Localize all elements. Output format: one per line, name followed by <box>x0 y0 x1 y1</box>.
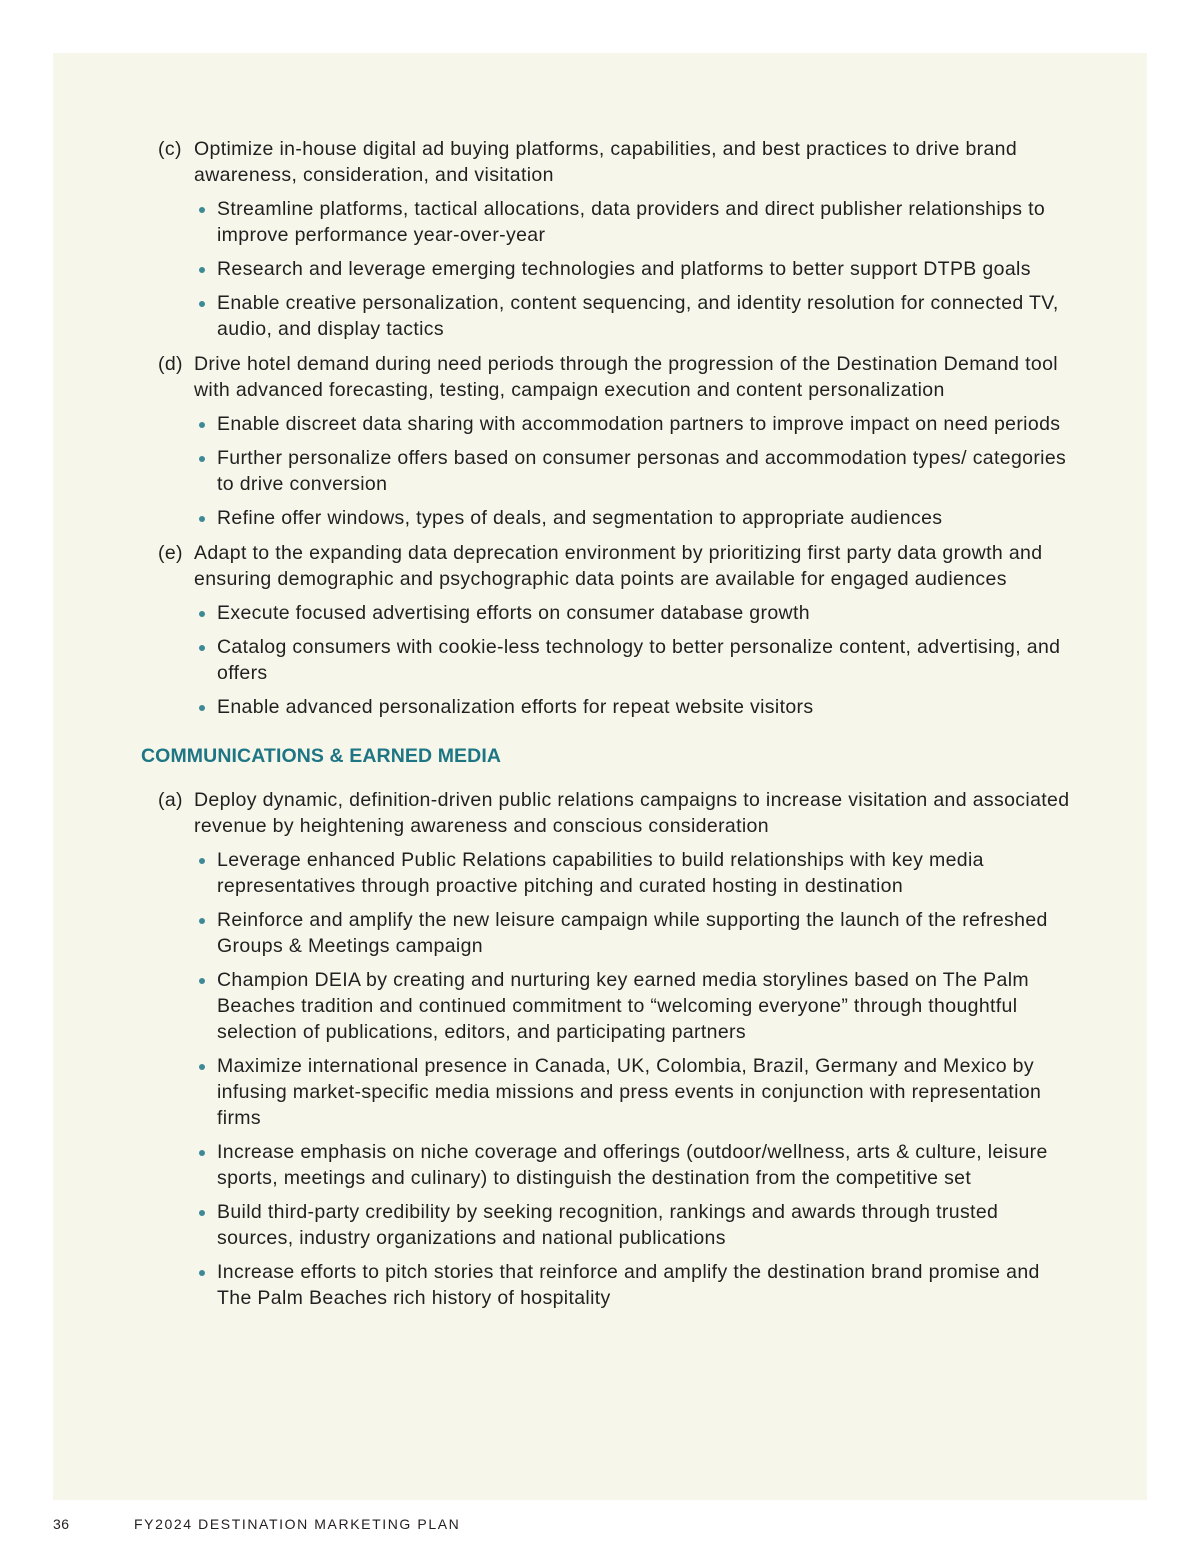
bullet-icon <box>199 516 205 522</box>
list-item <box>194 694 1071 720</box>
bullet-text: Reinforce and amplify the new leisure campaign while supporting the launch of the refreshed Groups & Meetings campaign <box>217 909 1048 957</box>
objective-item-d <box>141 351 1071 531</box>
list-item <box>194 196 1071 248</box>
bullet-list <box>194 411 1071 531</box>
bullet-icon <box>199 1064 205 1070</box>
bullet-icon <box>199 1210 205 1216</box>
item-title: Adapt to the expanding data deprecation environment by prioritizing first party data growth and ensuring demographic and psychographic data points are available for engaged audiences <box>194 542 1043 590</box>
bullet-icon <box>199 456 205 462</box>
page-content <box>141 136 1071 1320</box>
bullet-text: Catalog consumers with cookie-less technology to better personalize content, advertising, and offers <box>217 636 1061 684</box>
bullet-icon <box>199 611 205 617</box>
bullet-text: Enable advanced personalization efforts for repeat website visitors <box>217 696 814 718</box>
bullet-text: Streamline platforms, tactical allocations, data providers and direct publisher relationships to improve performance year-over-year <box>217 198 1046 246</box>
bullet-icon <box>199 301 205 307</box>
list-item <box>194 600 1071 626</box>
bullet-text: Leverage enhanced Public Relations capabilities to build relationships with key media representatives through proactive pitching and curated hosting in destination <box>217 849 984 897</box>
bullet-icon <box>199 1150 205 1156</box>
item-label: (c) <box>158 138 182 160</box>
list-item <box>194 505 1071 531</box>
bullet-text: Champion DEIA by creating and nurturing key earned media storylines based on The Palm Beaches tradition and continued commitment to “welcoming everyone” through thoughtful selection of publications, editors, and participating partners <box>217 969 1029 1043</box>
bullet-icon <box>199 978 205 984</box>
item-title: Drive hotel demand during need periods through the progression of the Destination Demand tool with advanced forecasting, testing, campaign execution and content personalization <box>194 353 1058 401</box>
bullet-text: Increase efforts to pitch stories that reinforce and amplify the destination brand promise and The Palm Beaches rich history of hospitality <box>217 1261 1040 1309</box>
item-label: (a) <box>158 789 183 811</box>
bullet-list <box>194 600 1071 720</box>
bullet-text: Refine offer windows, types of deals, and segmentation to appropriate audiences <box>217 507 943 529</box>
bullet-text: Maximize international presence in Canada, UK, Colombia, Brazil, Germany and Mexico by infusing market-specific media missions and press events in conjunction with representation firms <box>217 1055 1042 1129</box>
item-label: (d) <box>158 353 183 375</box>
page-number: 36 <box>53 1516 70 1532</box>
bullet-text: Build third-party credibility by seeking recognition, rankings and awards through trusted sources, industry organizations and national publications <box>217 1201 999 1249</box>
bullet-text: Research and leverage emerging technologies and platforms to better support DTPB goals <box>217 258 1031 280</box>
item-label: (e) <box>158 542 183 564</box>
bullet-text: Further personalize offers based on consumer personas and accommodation types/ categories to drive conversion <box>217 447 1067 495</box>
item-title: Deploy dynamic, definition-driven public relations campaigns to increase visitation and associated revenue by heightening awareness and conscious consideration <box>194 789 1070 837</box>
bullet-icon <box>199 705 205 711</box>
list-item <box>194 1259 1071 1311</box>
list-item <box>194 634 1071 686</box>
list-item <box>194 1199 1071 1251</box>
bullet-icon <box>199 918 205 924</box>
bullet-list <box>194 847 1071 1311</box>
list-item <box>194 907 1071 959</box>
list-item <box>194 411 1071 437</box>
bullet-icon <box>199 422 205 428</box>
list-item <box>194 847 1071 899</box>
bullet-list <box>194 196 1071 342</box>
bullet-icon <box>199 207 205 213</box>
list-item <box>194 445 1071 497</box>
list-item <box>194 967 1071 1045</box>
list-item <box>194 1139 1071 1191</box>
bullet-text: Enable creative personalization, content sequencing, and identity resolution for connected TV, audio, and display tactics <box>217 292 1059 340</box>
bullet-text: Increase emphasis on niche coverage and offerings (outdoor/wellness, arts & culture, leisure sports, meetings and culinary) to distinguish the destination from the competitive set <box>217 1141 1048 1189</box>
bullet-icon <box>199 858 205 864</box>
section-heading: COMMUNICATIONS & EARNED MEDIA <box>141 745 502 767</box>
objective-item-e <box>141 540 1071 720</box>
document-title: FY2024 DESTINATION MARKETING PLAN <box>134 1516 461 1532</box>
list-item <box>194 256 1071 282</box>
item-title: Optimize in-house digital ad buying platforms, capabilities, and best practices to drive brand awareness, consideration, and visitation <box>194 138 1018 186</box>
objective-item-a <box>141 787 1071 1311</box>
objective-item-c <box>141 136 1071 342</box>
bullet-icon <box>199 1270 205 1276</box>
bullet-icon <box>199 645 205 651</box>
bullet-text: Execute focused advertising efforts on consumer database growth <box>217 602 810 624</box>
list-item <box>194 1053 1071 1131</box>
list-item <box>194 290 1071 342</box>
bullet-text: Enable discreet data sharing with accommodation partners to improve impact on need periods <box>217 413 1061 435</box>
bullet-icon <box>199 267 205 273</box>
